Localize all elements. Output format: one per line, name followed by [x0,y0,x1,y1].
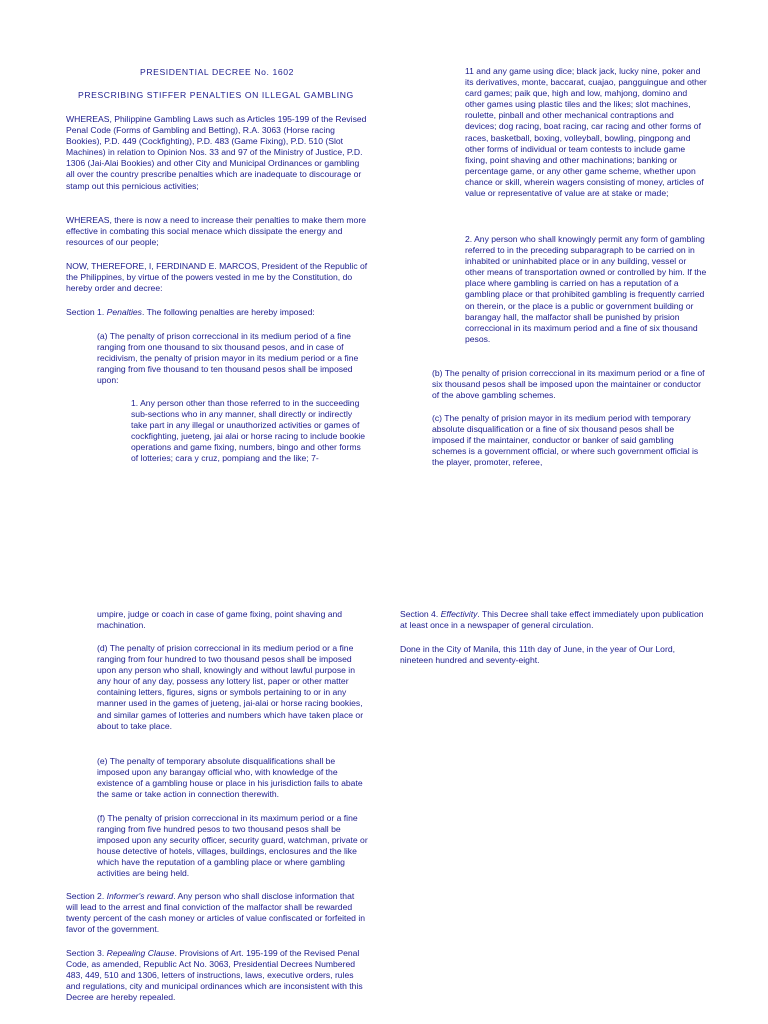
decree-subtitle: PRESCRIBING STIFFER PENALTIES ON ILLEGAL GAMBLING [78,90,354,100]
section-1-text: . The following penalties are hereby imposed: [141,307,315,317]
section-3-title: Repealing Clause [106,948,175,958]
paragraph-c-continued: umpire, judge or coach in case of game fixing, point shaving and machination. [97,609,343,631]
whereas-paragraph-1: WHEREAS, Philippine Gambling Laws such as Articles 195-199 of the Revised Penal Code (Forms of Gambling and Betting), R.A. 3063 (Horse racing Bookies), P.D. 449 (Cockfighting), P.D. 483 (Game Fixing), P.D. 510 (Slot Machines) in relation to Opinion Nos. 33 and 97 of the Ministry of Justice, P.D. 1306 (Jai-Alai Bookies) and other City and Municipal Ordinances or gambling all over the country prescribe penalties which are inadequate to discourage or stamp out this pernicious activities; [66,114,367,191]
section-1-title: Penalties [106,307,142,317]
section-1-prefix: Section 1. [66,307,107,317]
section-1-heading [66,307,368,318]
paragraph-d: (d) The penalty of prision correccional in its medium period or a fine ranging from four hundred to two thousand pesos shall be imposed upon any person who shall, knowingly and without lawful purpose in any hour of any day, possess any lottery list, paper or other matter containing letters, figures, signs or symbols pertaining to or in any manner used in the games of jueteng, jai-alai or horse racing bookies, and similar games of lotteries and numbers which have taken place or about to take place. [97,643,364,731]
paragraph-e: (e) The penalty of temporary absolute disqualifications shall be imposed upon any barangay official who, with knowledge of the existence of a gambling house or place in his jurisdiction fails to abate the same or take action in connection therewith. [97,756,363,800]
now-therefore-paragraph: NOW, THEREFORE, I, FERDINAND E. MARCOS, President of the Republic of the Philippines, by virtue of the powers vested in me by the Constitution, do hereby order and decree: [66,261,368,294]
section-4-text: . This Decree shall take effect immediately upon publication at least once in a newspaper of general circulation. [400,609,704,631]
paragraph-b: (b) The penalty of prision correccional in its maximum period or a fine of six thousand pesos shall be imposed upon the maintainer or conductor of the above gambling schemes. [432,368,705,401]
whereas-paragraph-2: WHEREAS, there is now a need to increase their penalties to make them more effective in combating this social menace which dissipate the energy and resources of our people; [66,215,366,248]
section-2-text: . Any person who shall disclose information that will lead to the arrest and final conviction of the malfactor shall be rewarded twenty percent of the cash money or articles of value confiscated or forfeited in favor of the government. [66,891,366,935]
section-2-prefix: Section 2. [66,891,107,901]
section-2-paragraph [66,891,368,935]
section-4-paragraph [400,609,708,631]
section-3-text: . Provisions of Art. 195-199 of the Revised Penal Code, as amended, Republic Act No. 3063, Presidential Decrees Numbered 483, 449, 510 and 1306, letters of instructions, laws, executive orders, rules and regulations, city and municipal ordinances which are inconsistent with this Decree are hereby repealed. [66,948,363,1003]
subparagraph-2: 2. Any person who shall knowingly permit any form of gambling referred to in the preceding subparagraph to be carried on in inhabited or uninhabited place or in any building, vessel or other means of transportation owned or controlled by him. If the place where gambling is carried on has a reputation of a gambling place or that prohibited gambling is frequently carried on therein, or the place is a public or government building or barangay hall, the malfactor shall be punished by prision correccional in its maximum period and a fine of six thousand pesos. [465,234,707,344]
paragraph-f: (f) The penalty of prision correccional in its maximum period or a fine ranging from five hundred pesos to two thousand pesos shall be imposed upon any security officer, security guard, watchman, private or house detective of hotels, villages, buildings, enclosures and the like which have the reputation of a gambling place or where gambling activities are being held. [97,813,368,879]
subparagraph-1-continued: 11 and any game using dice; black jack, lucky nine, poker and its derivatives, monte, baccarat, cuajao, pangguingue and other card games; paik que, high and low, mahjong, domino and other games using plastic tiles and the likes; slot machines, roulette, pinball and other mechanical contraptions and devices; dog racing, boat racing, car racing and other forms of races, basketball, boxing, volleyball, bowling, pingpong and other forms of individual or team contests to include game fixing, point shaving and other machinations; banking or percentage game, or any other game scheme, whether upon chance or skill, wherein wagers consisting of money, articles of value or representative of value are at stake or made; [465,66,707,199]
decree-title: PRESIDENTIAL DECREE No. 1602 [140,67,295,77]
paragraph-c: (c) The penalty of prision mayor in its medium period with temporary absolute disqualification or a fine of six thousand pesos shall be imposed if the maintainer, conductor or banker of said gambling schemes is a government official, or where such government official is the player, promoter, referee, [432,413,699,468]
section-2-title: Informer's reward [106,891,174,901]
subparagraph-1: 1. Any person other than those referred to in the succeeding sub-sections who in any manner, shall directly or indirectly take part in any illegal or unauthorized activities or games of cockfighting, jueteng, jai alai or horse racing to include bookie operations and game fixing, numbers, bingo and other forms of lotteries; cara y cruz, pompiang and the like; 7- [131,398,366,464]
section-3-paragraph [66,948,368,1003]
done-in-manila-paragraph: Done in the City of Manila, this 11th day of June, in the year of Our Lord, nineteen hundred and seventy-eight. [400,644,675,666]
section-4-title: Effectivity [440,609,478,619]
section-3-prefix: Section 3. [66,948,107,958]
paragraph-a: (a) The penalty of prison correccional in its medium period of a fine ranging from one thousand to six thousand pesos, and in case of recidivism, the penalty of prision mayor in its medium period or a fine ranging from five thousand to ten thousand pesos shall be imposed upon: [97,331,359,386]
section-4-prefix: Section 4. [400,609,441,619]
